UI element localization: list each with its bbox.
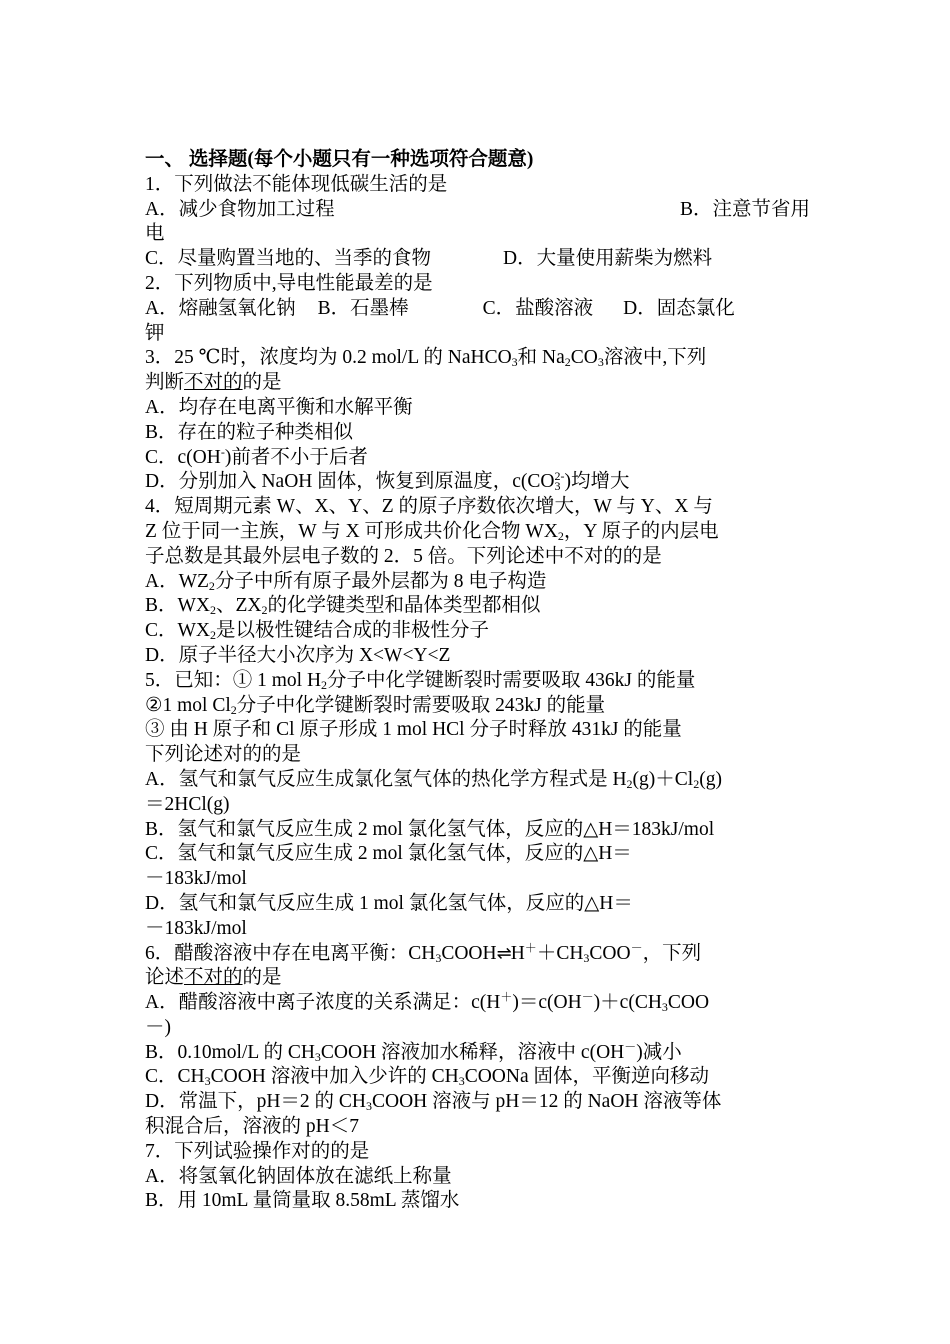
- q6-option-d-wrap: 积混合后，溶液的 pH＜7: [145, 1116, 359, 1138]
- q1-stem: 1．下列做法不能体现低碳生活的是: [145, 173, 448, 195]
- q1-option-c: C．尽量购置当地的、当季的食物: [145, 248, 432, 270]
- q5-stem-line4: 下列论述对的的是: [145, 744, 302, 766]
- q5-option-c-wrap: －183kJ/mol: [145, 868, 247, 890]
- q2-option-b: B．石墨棒: [317, 297, 409, 319]
- q1-options-ab: [145, 198, 810, 223]
- q3-stem-line2: 判断不对的的是: [145, 372, 282, 394]
- q3-option-b: B．存在的粒子种类相似: [145, 421, 354, 443]
- q4-stem-line3: 子总数是其最外层电子数的 2．5 倍。下列论述中不对的的是: [145, 545, 662, 567]
- q2-stem: 2．下列物质中,导电性能最差的是: [145, 272, 433, 294]
- q6-option-c: C．$CH_3COOH$ 溶液中加入少许的 $CH_3COONa$ 固体，平衡逆向移动: [145, 1066, 709, 1089]
- q2-option-c: C．盐酸溶液: [482, 297, 594, 319]
- q1-option-b: B．注意节省用: [679, 198, 810, 220]
- q5-stem-line1: 5．已知：① 1 mol $H_2$分子中化学键断裂时需要吸取 436kJ 的能量: [145, 669, 696, 692]
- q5-option-c: C．氢气和氯气反应生成 2 mol 氯化氢气体，反应的△H＝: [145, 843, 632, 865]
- q3-option-d: D．分别加入 NaOH 固体，恢复到原温度，$c(CO_3^{2-})$均增大: [145, 469, 630, 494]
- q3-stem-line1: 3．25 ℃时，浓度均为 0.2 mol/L 的 NaHCO$_3$和 $Na_2CO_3$溶液中,下列: [145, 347, 707, 370]
- equilibrium-arrow-icon: ⇌: [496, 942, 511, 964]
- underlined-text: 不对的: [184, 372, 243, 394]
- q5-option-a-wrap: ＝2HCl(g): [145, 793, 230, 815]
- q5-stem-line3: ③ 由 H 原子和 Cl 原子形成 1 mol HCl 分子时释放 431kJ 的能量: [145, 719, 682, 741]
- q4-option-a: A．$WZ_2$分子中所有原子最外层都为 8 电子构造: [145, 570, 547, 593]
- q3-option-c: C．c(OH-)前者不小于后者: [145, 444, 368, 468]
- q7-option-a: A．将氢氧化钠固体放在滤纸上称量: [145, 1165, 452, 1187]
- q1-option-d: D．大量使用薪柴为燃料: [503, 248, 713, 270]
- q5-option-d: D．氢气和氯气反应生成 1 mol 氯化氢气体，反应的△H＝: [145, 892, 633, 914]
- q4-stem-line1: 4．短周期元素 W、X、Y、Z 的原子序数依次增大，W 与 Y、X 与: [145, 496, 713, 518]
- q5-stem-line2: ②1 mol $Cl_2$分子中化学键断裂时需要吸取 243kJ 的能量: [145, 694, 606, 717]
- q3-option-a: A．均存在电离平衡和水解平衡: [145, 396, 413, 418]
- q6-stem-line1: 6．醋酸溶液中存在电离平衡：$CH_3COOH\rightleftharpoons H^++CH_3COO^-$，下列: [145, 940, 702, 965]
- q6-option-d: D．常温下，pH＝2 的 $CH_3COOH$ 溶液与 pH＝12 的 NaOH 溶液等体: [145, 1091, 722, 1114]
- q2-option-d: D．固态氯化: [623, 297, 735, 319]
- q6-stem-line2: 论述不对的的是: [145, 967, 282, 989]
- q4-option-d: D．原子半径大小次序为 X<W<Y<Z: [145, 644, 451, 666]
- q6-option-a: A．醋酸溶液中离子浓度的关系满足：$c(H^+)=c(OH^-)+c(CH_3COO$: [145, 990, 710, 1015]
- q2-options: [145, 297, 810, 322]
- q2-option-d-wrap: 钾: [145, 322, 165, 344]
- q1-option-a: A．减少食物加工过程: [145, 198, 335, 220]
- q5-option-a: A．氢气和氯气反应生成氯化氢气体的热化学方程式是 $H_2(g)+Cl_2(g)$: [145, 768, 722, 791]
- q4-option-b: B．$WX_2$、$ZX_2$的化学键类型和晶体类型都相似: [145, 595, 541, 618]
- q2-option-a: A．熔融氢氧化钠: [145, 297, 296, 319]
- q6-option-b: B．0.10mol/L 的 $CH_3COOH$ 溶液加水稀释，溶液中 c(OH－)减小: [145, 1039, 682, 1064]
- exam-page: [145, 148, 810, 1214]
- q1-options-cd: [145, 247, 810, 272]
- q6-option-a-wrap: －): [145, 1016, 171, 1038]
- q1-option-b-wrap: 电: [145, 223, 165, 245]
- q5-option-b: B．氢气和氯气反应生成 2 mol 氯化氢气体，反应的△H＝183kJ/mol: [145, 818, 715, 840]
- underlined-text: 不对的: [184, 967, 243, 989]
- q7-stem: 7．下列试验操作对的的是: [145, 1140, 370, 1162]
- section-title: 一、 选择题(每个小题只有一种选项符合题意): [145, 149, 534, 170]
- q4-option-c: C．$WX_2$是以极性键结合成的非极性分子: [145, 620, 490, 643]
- q7-option-b: B．用 10mL 量筒量取 8.58mL 蒸馏水: [145, 1190, 460, 1212]
- q5-option-d-wrap: －183kJ/mol: [145, 917, 247, 939]
- q4-stem-line2: Z 位于同一主族，W 与 X 可形成共价化合物 $WX_2$，Y 原子的内层电: [145, 520, 719, 543]
